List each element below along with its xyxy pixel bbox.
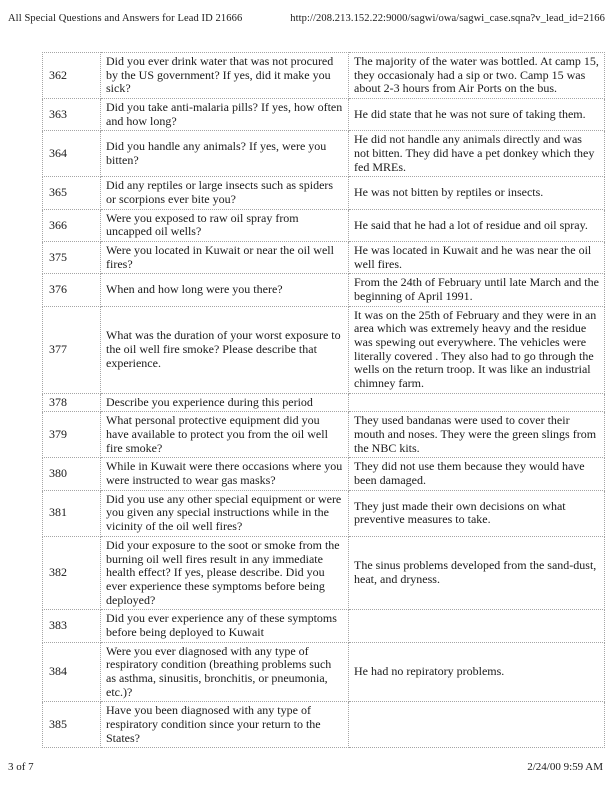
question-text: Did you use any other special equipment or were you given any special instructions while in the vicinity of the oil well fires? bbox=[101, 490, 349, 536]
table-row bbox=[43, 306, 605, 393]
question-text: What was the duration of your worst exposure to the oil well fire smoke? Please describe that experience. bbox=[101, 306, 349, 393]
question-number: 385 bbox=[43, 702, 101, 748]
answer-text: The sinus problems developed from the sand-dust, heat, and dryness. bbox=[349, 536, 605, 609]
table-row bbox=[43, 209, 605, 241]
answer-text: It was on the 25th of February and they were in an area which was extremely heavy and the residue was spewing out everywhere. The vehicles were literally covered . They also had to go through the wells on the return troop. It was like an industrial chimney farm. bbox=[349, 306, 605, 393]
question-number: 379 bbox=[43, 412, 101, 458]
question-text: Did you take anti-malaria pills? If yes, how often and how long? bbox=[101, 99, 349, 131]
table-row bbox=[43, 53, 605, 99]
answer-text: They did not use them because they would have been damaged. bbox=[349, 458, 605, 490]
question-text: Were you ever diagnosed with any type of respiratory condition (breathing problems such as asthma, sinusitis, bronchitis, or pneumonia, etc.)? bbox=[101, 642, 349, 702]
question-number: 381 bbox=[43, 490, 101, 536]
question-text: Did you handle any animals? If yes, were you bitten? bbox=[101, 131, 349, 177]
question-number: 362 bbox=[43, 53, 101, 99]
question-number: 377 bbox=[43, 306, 101, 393]
table-row bbox=[43, 242, 605, 274]
answer-text: He was located in Kuwait and he was near the oil well fires. bbox=[349, 242, 605, 274]
question-text: When and how long were you there? bbox=[101, 274, 349, 306]
question-text: Were you exposed to raw oil spray from uncapped oil wells? bbox=[101, 209, 349, 241]
question-number: 365 bbox=[43, 177, 101, 209]
answer-text bbox=[349, 393, 605, 412]
question-number: 366 bbox=[43, 209, 101, 241]
question-number: 383 bbox=[43, 610, 101, 642]
table-row bbox=[43, 458, 605, 490]
answer-text bbox=[349, 702, 605, 748]
source-url: http://208.213.152.22:9000/sagwi/owa/sagwi_case.sqna?v_lead_id=2166 bbox=[290, 13, 605, 24]
table-row bbox=[43, 490, 605, 536]
answer-text: He did state that he was not sure of taking them. bbox=[349, 99, 605, 131]
answer-text: He said that he had a lot of residue and oil spray. bbox=[349, 209, 605, 241]
table-row bbox=[43, 536, 605, 609]
table-row bbox=[43, 99, 605, 131]
print-timestamp: 2/24/00 9:59 AM bbox=[527, 761, 603, 773]
answer-text: They just made their own decisions on what preventive measures to take. bbox=[349, 490, 605, 536]
table-row bbox=[43, 131, 605, 177]
table-row bbox=[43, 412, 605, 458]
question-number: 380 bbox=[43, 458, 101, 490]
page-number: 3 of 7 bbox=[8, 761, 34, 773]
table-row bbox=[43, 702, 605, 748]
answer-text bbox=[349, 610, 605, 642]
question-text: While in Kuwait were there occasions where you were instructed to wear gas masks? bbox=[101, 458, 349, 490]
question-text: Did any reptiles or large insects such as spiders or scorpions ever bite you? bbox=[101, 177, 349, 209]
print-footer bbox=[8, 761, 603, 773]
question-number: 382 bbox=[43, 536, 101, 609]
answer-text: He did not handle any animals directly and was not bitten. They did have a pet donkey which they fed MREs. bbox=[349, 131, 605, 177]
qa-table-body bbox=[43, 53, 605, 748]
question-number: 363 bbox=[43, 99, 101, 131]
answer-text: He had no repiratory problems. bbox=[349, 642, 605, 702]
table-row bbox=[43, 177, 605, 209]
table-row bbox=[43, 393, 605, 412]
question-number: 384 bbox=[43, 642, 101, 702]
answer-text: He was not bitten by reptiles or insects. bbox=[349, 177, 605, 209]
questions-answers-table bbox=[42, 52, 605, 748]
question-text: Did you ever drink water that was not procured by the US government? If yes, did it make you sick? bbox=[101, 53, 349, 99]
answer-text: The majority of the water was bottled. At camp 15, they occasionaly had a sip or two. Camp 15 was about 2-3 hours from Air Ports on the bus. bbox=[349, 53, 605, 99]
table-row bbox=[43, 642, 605, 702]
answer-text: They used bandanas were used to cover their mouth and noses. They were the green slings from the NBC kits. bbox=[349, 412, 605, 458]
question-number: 375 bbox=[43, 242, 101, 274]
question-text: What personal protective equipment did you have available to protect you from the oil well fire smoke? bbox=[101, 412, 349, 458]
answer-text: From the 24th of February until late March and the beginning of April 1991. bbox=[349, 274, 605, 306]
question-text: Did your exposure to the soot or smoke from the burning oil well fires result in any immediate health effect? If yes, please describe. Did you ever experience these symptoms before being deployed? bbox=[101, 536, 349, 609]
question-text: Did you ever experience any of these symptoms before being deployed to Kuwait bbox=[101, 610, 349, 642]
print-header bbox=[8, 13, 605, 24]
table-row bbox=[43, 610, 605, 642]
question-number: 378 bbox=[43, 393, 101, 412]
question-text: Describe you experience during this period bbox=[101, 393, 349, 412]
question-number: 364 bbox=[43, 131, 101, 177]
table-row bbox=[43, 274, 605, 306]
question-text: Have you been diagnosed with any type of respiratory condition since your return to the States? bbox=[101, 702, 349, 748]
document-title: All Special Questions and Answers for Lead ID 21666 bbox=[8, 13, 243, 24]
question-number: 376 bbox=[43, 274, 101, 306]
question-text: Were you located in Kuwait or near the oil well fires? bbox=[101, 242, 349, 274]
